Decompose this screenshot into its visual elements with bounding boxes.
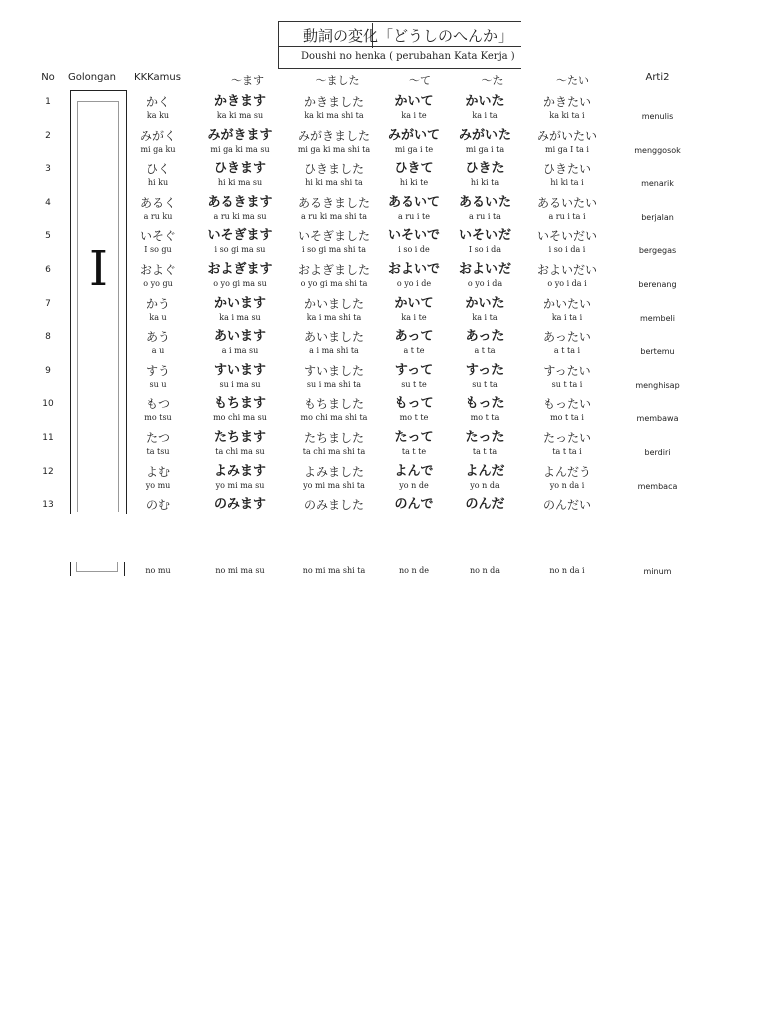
- header-mashita: ～ました: [315, 74, 360, 87]
- cell-tai-kana: あったい: [543, 330, 591, 345]
- cell-kamus-romaji: ka ku: [146, 111, 170, 120]
- cell-ta-romaji: I so i da: [468, 245, 502, 255]
- cell-arti: bergegas: [638, 246, 677, 256]
- cell-kamus-romaji: a u: [151, 346, 165, 356]
- cell-te-kana: かいて: [394, 295, 434, 311]
- header-masu: ～ます: [231, 74, 264, 87]
- cell-tai-kana: ひきたい: [542, 162, 591, 177]
- title-right: 化「どうしのへんか」: [363, 27, 514, 45]
- cell-ta-kana: すった: [465, 362, 505, 378]
- header-arti: Arti2: [645, 72, 670, 83]
- cell-tai-kana: およいだい: [536, 263, 597, 277]
- cell-kamus-romaji: ta tsu: [146, 447, 170, 456]
- cell-tai-kana: のんだい: [542, 498, 591, 513]
- cell-ta-kana: およいだ: [458, 262, 511, 277]
- row-number: 5: [45, 231, 51, 242]
- cell-masu-kana: いそぎます: [207, 228, 273, 244]
- cell-mashita-romaji: ka i ma shi ta: [306, 312, 362, 322]
- cell-ta-romaji: ka i ta: [472, 111, 498, 120]
- cell-tai-romaji: no n da i: [549, 566, 585, 575]
- group-bottom-right-line: [124, 562, 125, 576]
- row-number: 1: [45, 97, 51, 107]
- cell-tai-kana: いそいだい: [536, 229, 597, 244]
- cell-mashita-kana: もちました: [303, 397, 364, 412]
- header-tai: ～たい: [556, 74, 589, 87]
- cell-mashita-romaji: yo mi ma shi ta: [303, 480, 365, 490]
- row-number: 8: [45, 332, 51, 343]
- cell-kamus-kana: よむ: [145, 464, 170, 479]
- cell-tai-kana: かきたい: [542, 95, 591, 109]
- cell-ta-romaji: yo n da: [470, 480, 500, 490]
- cell-te-romaji: ka i te: [401, 312, 427, 322]
- cell-tai-romaji: mo t ta i: [550, 413, 584, 423]
- cell-ta-kana: ひきた: [465, 161, 505, 177]
- cell-masu-kana: あいます: [213, 329, 266, 345]
- cell-mashita-romaji: no mi ma shi ta: [302, 566, 366, 575]
- cell-kamus-romaji: hi ku: [147, 178, 169, 188]
- cell-ta-romaji: hi ki ta: [470, 178, 500, 188]
- cell-ta-romaji: mo t ta: [470, 413, 500, 423]
- cell-masu-romaji: mi ga ki ma su: [210, 144, 270, 154]
- cell-te-romaji: mo t te: [399, 413, 429, 423]
- cell-masu-romaji: ka i ma su: [219, 312, 261, 322]
- row-number: 13: [42, 500, 54, 511]
- cell-masu-kana: よみます: [213, 463, 266, 479]
- page-title: [303, 25, 513, 46]
- cell-ta-kana: のんだ: [465, 497, 505, 513]
- cell-te-romaji: mi ga i te: [394, 144, 434, 154]
- group-label: I: [89, 241, 108, 297]
- cell-kamus-romaji: mi ga ku: [140, 144, 176, 154]
- cell-tai-romaji: a ru i ta i: [548, 211, 586, 221]
- cell-te-romaji: o yo i de: [396, 279, 432, 288]
- cell-te-kana: すって: [394, 362, 434, 378]
- cell-arti: membawa: [636, 414, 679, 424]
- title-left: 動詞の変: [303, 27, 364, 45]
- cell-mashita-romaji: a ru ki ma shi ta: [300, 211, 368, 221]
- cell-mashita-romaji: hi ki ma shi ta: [305, 178, 363, 188]
- cell-ta-romaji: mi ga i ta: [465, 144, 505, 154]
- header-no: No: [41, 72, 55, 83]
- header-te: ～て: [409, 74, 431, 87]
- cell-kamus-romaji: a ru ku: [143, 211, 173, 221]
- cell-kamus-romaji: I so gu: [144, 245, 172, 255]
- cell-masu-romaji: no mi ma su: [215, 566, 265, 575]
- row-number: 12: [42, 466, 54, 477]
- cell-ta-kana: よんだ: [465, 463, 505, 479]
- cell-te-kana: ひきて: [394, 161, 434, 177]
- cell-te-kana: もって: [394, 396, 434, 412]
- cell-tai-romaji: ta t ta i: [552, 447, 582, 456]
- group-inner-frame: [77, 101, 119, 512]
- cell-masu-romaji: hi ki ma su: [217, 178, 263, 188]
- cell-kamus-romaji: ka u: [149, 312, 167, 322]
- cell-tai-romaji: mi ga I ta i: [545, 144, 589, 154]
- row-number: 11: [42, 433, 54, 443]
- cell-tai-kana: よんだう: [542, 464, 591, 479]
- cell-mashita-romaji: a i ma shi ta: [309, 346, 359, 356]
- cell-masu-romaji: mo chi ma su: [213, 413, 267, 423]
- cell-kamus-kana: たつ: [145, 431, 170, 445]
- header-golongan: Golongan: [68, 72, 116, 83]
- header-kamus: KKKamus: [134, 72, 181, 83]
- cell-ta-romaji: a ru i ta: [469, 211, 501, 221]
- cell-te-kana: およいで: [387, 262, 440, 277]
- cell-kamus-romaji: yo mu: [145, 480, 171, 490]
- cell-masu-romaji: o yo gi ma su: [213, 279, 267, 288]
- cell-ta-kana: たった: [465, 430, 505, 445]
- cell-te-kana: いそいで: [387, 228, 440, 244]
- cell-masu-romaji: su i ma su: [219, 379, 261, 389]
- cell-te-kana: よんで: [394, 463, 434, 479]
- cell-tai-kana: かいたい: [542, 296, 591, 311]
- cell-kamus-kana: あるく: [139, 195, 176, 210]
- cell-tai-romaji: hi ki ta i: [550, 178, 584, 188]
- cell-masu-romaji: ta chi ma su: [215, 447, 265, 456]
- row-number: 7: [45, 298, 51, 309]
- cell-tai-kana: みがいたい: [536, 128, 597, 143]
- cell-mashita-kana: ひきました: [303, 162, 364, 177]
- page-subtitle: Doushi no henka ( perubahan Kata Kerja ): [301, 51, 515, 62]
- cell-arti: menarik: [641, 179, 674, 189]
- cell-masu-kana: かいます: [213, 295, 266, 311]
- cell-kamus-kana: みがく: [139, 128, 176, 143]
- cell-te-romaji: ka i te: [401, 111, 427, 120]
- cell-masu-romaji: i so gi ma su: [214, 245, 266, 255]
- cell-mashita-kana: すいました: [303, 363, 364, 378]
- cell-masu-kana: みがきます: [207, 127, 273, 143]
- cell-kamus-kana: かう: [145, 296, 170, 311]
- cell-mashita-kana: およぎました: [297, 263, 370, 277]
- cell-kamus-kana: およぐ: [139, 263, 176, 277]
- cell-ta-romaji: ta t ta: [472, 447, 498, 456]
- cell-kamus-romaji: o yo gu: [143, 279, 173, 288]
- cell-mashita-kana: かきました: [303, 95, 364, 109]
- cell-te-romaji: no n de: [398, 566, 430, 575]
- title-row: [278, 21, 521, 47]
- cell-te-kana: あるいて: [387, 194, 440, 210]
- row-number: 6: [45, 265, 51, 275]
- cell-kamus-kana: すう: [145, 363, 170, 378]
- cell-masu-kana: もちます: [213, 396, 266, 412]
- cell-tai-kana: もったい: [542, 397, 591, 412]
- cell-masu-kana: およぎます: [207, 262, 273, 277]
- cell-masu-romaji: ka ki ma su: [216, 111, 264, 120]
- group-box-bottom: [70, 562, 125, 576]
- cell-tai-kana: たったい: [542, 431, 591, 445]
- cell-ta-kana: いそいだ: [458, 228, 511, 244]
- cell-tai-romaji: i so i da i: [548, 245, 586, 255]
- subtitle-row: [278, 47, 521, 69]
- cell-arti: menggosok: [634, 145, 681, 155]
- cell-arti: berdiri: [644, 448, 671, 457]
- cell-mashita-kana: あるきました: [297, 195, 370, 210]
- cell-tai-romaji: su t ta i: [551, 379, 583, 389]
- cell-kamus-kana: ひく: [145, 162, 170, 177]
- cell-kamus-kana: かく: [145, 95, 170, 109]
- cell-ta-romaji: su t ta: [472, 379, 498, 389]
- cell-ta-kana: あるいた: [458, 194, 511, 210]
- cell-mashita-romaji: mi ga ki ma shi ta: [297, 144, 371, 154]
- cell-te-romaji: hi ki te: [399, 178, 429, 188]
- cell-arti: membaca: [637, 481, 678, 491]
- cell-masu-kana: のみます: [213, 497, 266, 513]
- cell-arti: berjalan: [641, 212, 674, 222]
- cell-kamus-romaji: su u: [149, 379, 167, 389]
- cell-masu-kana: すいます: [213, 362, 266, 378]
- cell-arti: berenang: [638, 280, 677, 289]
- row-number: 2: [45, 130, 51, 141]
- cell-masu-kana: あるきます: [207, 194, 273, 210]
- cell-ta-romaji: ka i ta: [472, 312, 498, 322]
- cell-te-kana: かいて: [394, 94, 434, 109]
- cell-te-kana: たって: [394, 430, 434, 445]
- row-number: 3: [45, 164, 51, 175]
- cell-arti: menghisap: [635, 380, 680, 390]
- cell-arti: membeli: [640, 313, 675, 323]
- row-number: 4: [45, 197, 51, 208]
- header-ta: ～た: [481, 74, 504, 87]
- cell-ta-kana: あった: [465, 329, 505, 345]
- cell-mashita-romaji: mo chi ma shi ta: [300, 413, 368, 423]
- cell-mashita-kana: あいました: [303, 330, 364, 345]
- cell-te-romaji: a t te: [403, 346, 425, 356]
- cell-te-kana: のんで: [394, 497, 434, 513]
- cell-masu-kana: ひきます: [213, 161, 266, 177]
- cell-te-romaji: a ru i te: [398, 211, 430, 221]
- title-box: [278, 21, 521, 69]
- cell-te-kana: みがいて: [387, 127, 440, 143]
- cell-masu-romaji: a ru ki ma su: [213, 211, 267, 221]
- cell-mashita-romaji: su i ma shi ta: [306, 379, 362, 389]
- cell-ta-kana: かいた: [465, 94, 505, 109]
- cell-te-romaji: ta t te: [401, 447, 427, 456]
- cell-mashita-romaji: ta chi ma shi ta: [302, 447, 366, 456]
- cell-mashita-kana: たちました: [303, 431, 364, 445]
- cell-mashita-kana: いそぎました: [297, 229, 370, 244]
- cell-mashita-kana: のみました: [303, 498, 364, 513]
- cell-te-romaji: su t te: [401, 379, 427, 389]
- cell-ta-romaji: no n da: [469, 566, 501, 575]
- cell-mashita-romaji: ka ki ma shi ta: [304, 111, 364, 120]
- cell-masu-kana: たちます: [213, 430, 266, 445]
- cell-kamus-kana: もつ: [145, 397, 170, 412]
- cell-kamus-kana: あう: [145, 330, 170, 345]
- group-bottom-left-line: [70, 562, 71, 576]
- group-box: [70, 90, 127, 514]
- cell-tai-romaji: o yo i da i: [547, 279, 587, 288]
- cell-te-kana: あって: [394, 329, 434, 345]
- cell-kamus-kana: いそぐ: [139, 229, 176, 244]
- cell-tai-romaji: a t ta i: [553, 346, 581, 356]
- cell-mashita-romaji: o yo gi ma shi ta: [300, 279, 368, 288]
- cell-ta-kana: もった: [465, 396, 505, 412]
- cell-tai-romaji: ka ki ta i: [549, 111, 585, 120]
- cell-mashita-romaji: i so gi ma shi ta: [301, 245, 367, 255]
- cell-tai-romaji: yo n da i: [549, 480, 585, 490]
- cell-arti: menulis: [641, 112, 674, 121]
- cell-arti: bertemu: [640, 347, 675, 357]
- cell-te-romaji: yo n de: [399, 480, 429, 490]
- cell-arti: minum: [643, 567, 672, 576]
- cell-masu-romaji: a i ma su: [221, 346, 259, 356]
- cell-mashita-kana: よみました: [303, 464, 364, 479]
- cell-mashita-kana: かいました: [303, 296, 364, 311]
- row-number: 9: [45, 365, 51, 376]
- cell-ta-romaji: a t ta: [474, 346, 496, 356]
- cell-ta-romaji: o yo i da: [467, 279, 503, 288]
- cell-mashita-kana: みがきました: [297, 128, 370, 143]
- row-number: 10: [42, 399, 54, 410]
- cell-masu-romaji: yo mi ma su: [215, 480, 265, 490]
- cell-tai-kana: あるいたい: [536, 195, 597, 210]
- cell-masu-kana: かきます: [213, 94, 266, 109]
- cell-te-romaji: i so i de: [398, 245, 430, 255]
- cell-kamus-romaji: no mu: [145, 566, 171, 575]
- cell-kamus-kana: のむ: [145, 498, 170, 513]
- cell-tai-romaji: ka i ta i: [551, 312, 583, 322]
- cell-kamus-romaji: mo tsu: [144, 413, 172, 423]
- cell-tai-kana: すったい: [543, 363, 591, 378]
- cell-ta-kana: かいた: [465, 295, 505, 311]
- group-bottom-inner: [76, 562, 118, 572]
- cell-ta-kana: みがいた: [458, 127, 511, 143]
